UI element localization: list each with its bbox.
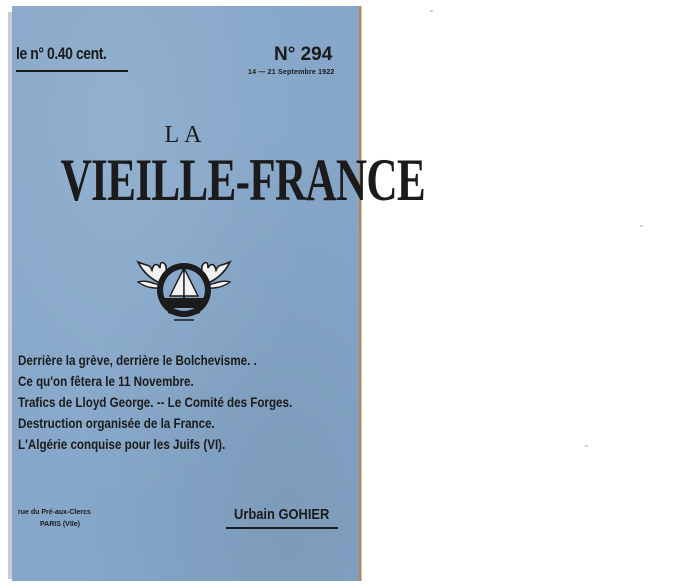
masthead-article: LA: [164, 122, 207, 148]
masthead-title: VIEILLE-FRANCE: [60, 147, 425, 213]
contents-item: Derrière la grève, derrière le Bolchevisme. .: [18, 353, 257, 368]
contents-item: L'Algérie conquise pour les Juifs (VI).: [18, 437, 226, 452]
address-city: PARIS (VIIe): [40, 521, 80, 528]
contents-item: Ce qu'on fêtera le 11 Novembre.: [18, 374, 194, 389]
winged-ship-emblem-icon: [124, 234, 244, 329]
price-label: le n° 0.40 cent.: [16, 44, 107, 63]
magazine-cover: [12, 6, 425, 581]
address-street: rue du Pré-aux-Clercs: [18, 509, 91, 516]
contents-item: Trafics de Lloyd George. -- Le Comité des Forges.: [18, 395, 293, 410]
scan-speck: [640, 225, 643, 227]
scan-speck: [430, 10, 433, 12]
issue-number: N° 294: [274, 44, 333, 65]
author-name: Urbain GOHIER: [234, 506, 330, 523]
author-underline: [226, 527, 338, 529]
contents-item: Destruction organisée de la France.: [18, 416, 215, 431]
publisher-address: [18, 507, 91, 531]
price-underline: [16, 70, 128, 72]
scan-speck: [585, 445, 588, 447]
table-of-contents: [18, 350, 358, 455]
issue-date: 14 — 21 Septembre 1922: [248, 69, 335, 76]
